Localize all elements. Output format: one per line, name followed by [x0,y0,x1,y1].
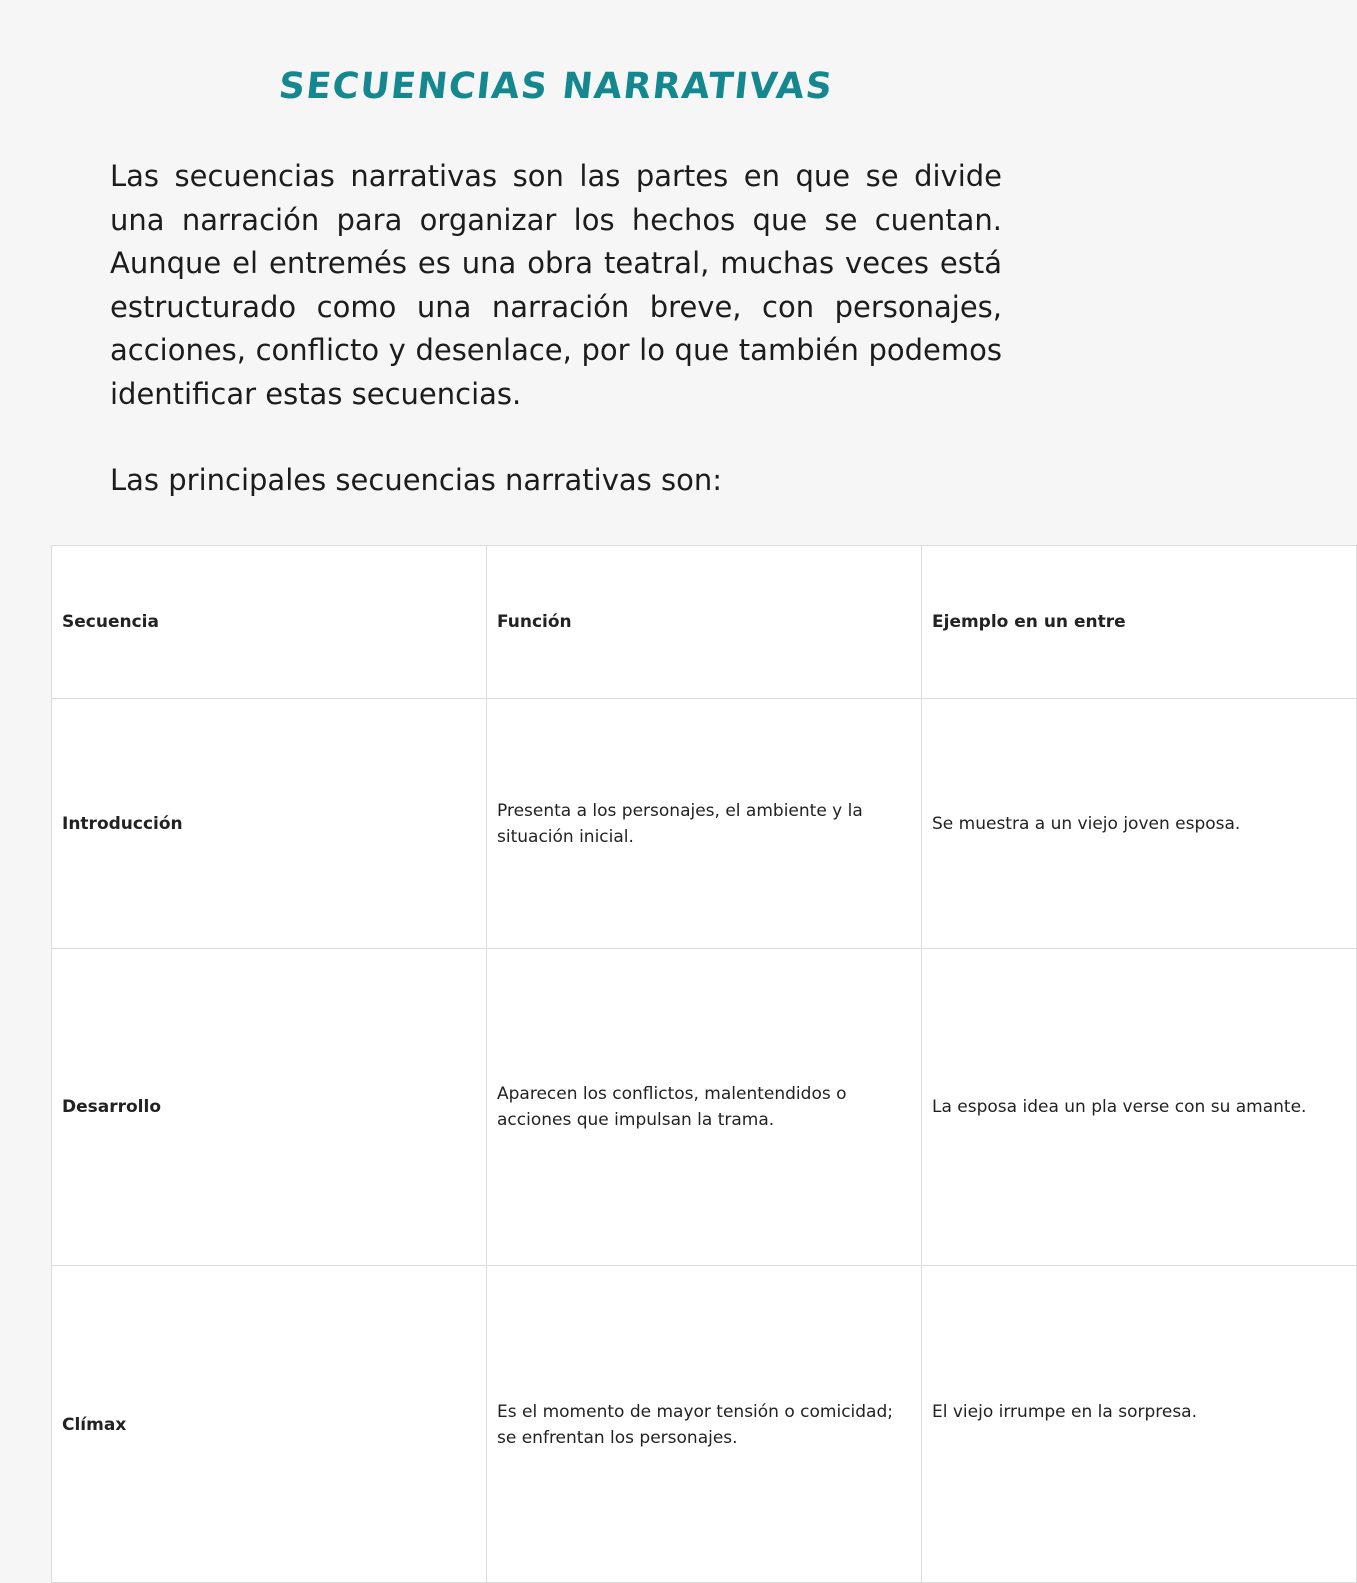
header-funcion: Función [487,546,922,699]
sequence-example: Se muestra a un viejo joven esposa. [922,699,1357,949]
table-header-row [52,546,1357,699]
sequences-table [51,545,1357,1583]
table-row [52,1266,1357,1583]
table-row [52,949,1357,1266]
sequences-table-container [51,545,1307,1448]
sequence-function: Presenta a los personajes, el ambiente y la situación inicial. [487,699,922,949]
sequence-name: Clímax [52,1266,487,1583]
sequence-name: Introducción [52,699,487,949]
intro-paragraph: Las secuencias narrativas son las partes en que se divide una narración para organizar los hechos que se cuentan. Aunque el entremés es una obra teatral, muchas veces está estructurado como una narración breve, con personajes, acciones, conflicto y desenlace, por lo que también podemos identificar estas secuencias. [110,159,1002,411]
sequence-example: El viejo irrumpe en la sorpresa. [922,1266,1357,1583]
header-secuencia: Secuencia [52,546,487,699]
sequence-function: Es el momento de mayor tensión o comicidad; se enfrentan los personajes. [487,1266,922,1583]
sequence-function: Aparecen los conflictos, malentendidos o acciones que impulsan la trama. [487,949,922,1266]
lead-in-text: Las principales secuencias narrativas son: [110,463,722,497]
sequence-example: La esposa idea un pla verse con su amante. [922,949,1357,1266]
page-title: SECUENCIAS NARRATIVAS [276,66,836,107]
sequence-name: Desarrollo [52,949,487,1266]
table-row [52,699,1357,949]
header-ejemplo: Ejemplo en un entre [922,546,1357,699]
